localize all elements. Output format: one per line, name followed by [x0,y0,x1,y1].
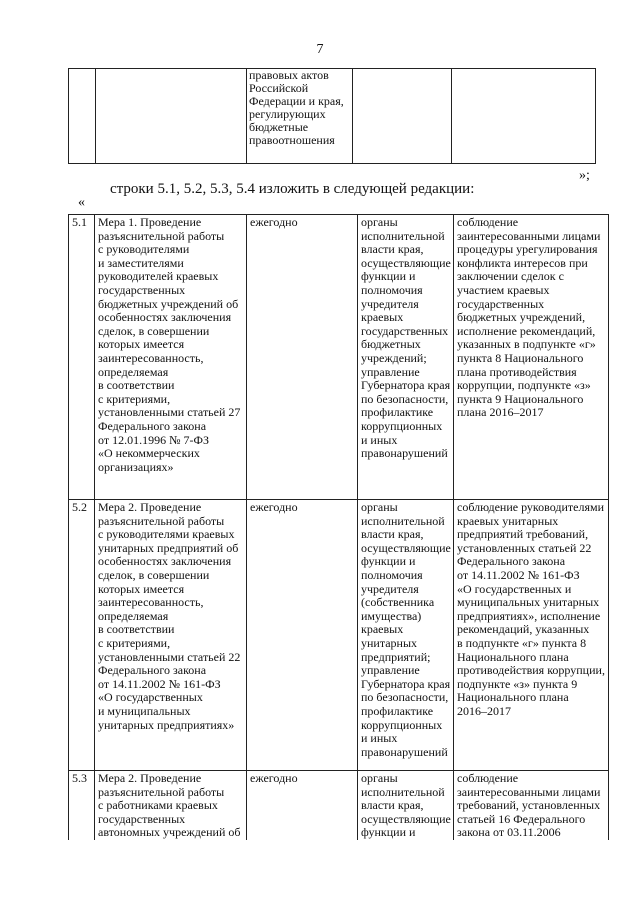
page-number: 7 [316,42,324,57]
cont-cell-num [69,69,96,164]
term-cell: ежегодно [247,215,358,500]
cont-cell-result [452,69,596,164]
result-cell: соблюдение заинтересованными лицами процедуры урегулирования конфликта интересов при заключении сделок с участием краевых государственных бюджетных учреждений, исполнение рекомендаций, указанных в подпункте «г» пункта 8 Национального плана противодействия коррупции, подпункте «з» пункта 9 Национального плана 2016–2017 [454,215,609,500]
term-cell: ежегодно [247,771,358,840]
table-row [69,771,609,840]
executors-cell: органы исполнительной власти края, осуществляющие функции и [358,771,454,840]
result-cell: соблюдение заинтересованными лицами требований, установленных статьей 16 Федерального закона от 03.11.2006 [454,771,609,840]
continuation-table [68,68,596,164]
row-number: 5.2 [69,500,95,771]
row-number: 5.3 [69,771,95,840]
cont-legal-acts-text: правовых актов Российской Федерации и края, регулирующих бюджетные правоотношения [249,68,344,147]
table-row [69,500,609,771]
table-row [69,215,609,500]
measure-cell: Мера 1. Проведение разъяснительной работы с руководителями и заместителями руководителей краевых государственных бюджетных учреждений об особенностях заключения сделок, в совершении которых имеется заинтересованность, определяемая в соответствии с критериями, установленными статьей 27 Федерального закона от 12.01.1996 № 7-ФЗ «О некоммерческих организациях» [95,215,247,500]
row-number: 5.1 [69,215,95,500]
result-cell: соблюдение руководителями краевых унитарных предприятий требований, установленных статьей 22 Федерального закона от 14.11.2002 № 161-ФЗ «О государственных и муниципальных унитарных предприятиях», исполнение рекомендаций, указанных в подпункте «г» пункта 8 Национального плана противодействия коррупции, подпункте «з» пункта 9 Национального плана 2016–2017 [454,500,609,771]
executors-cell: органы исполнительной власти края, осуществляющие функции и полномочия учредителя (собственника имущества) краевых унитарных предприятий; управление Губернатора края по безопасности, профилактике коррупционных и иных правонарушений [358,500,454,771]
measure-cell: Мера 2. Проведение разъяснительной работы с руководителями краевых унитарных предприятий об особенностях заключения сделок, в совершении которых имеется заинтересованность, определяемая в соответствии с критериями, установленными статьей 22 Федерального закона от 14.11.2002 № 161-ФЗ «О государственных и муниципальных унитарных предприятиях» [95,500,247,771]
opening-quote: « [78,195,85,210]
measure-cell: Мера 2. Проведение разъяснительной работы с работниками краевых государственных автономных учреждений об [95,771,247,840]
amendment-heading: строки 5.1, 5.2, 5.3, 5.4 изложить в следующей редакции: [110,181,475,197]
measures-table [68,214,609,840]
term-cell: ежегодно [247,500,358,771]
cont-cell-legal-acts [247,69,353,164]
executors-cell: органы исполнительной власти края, осуществляющие функции и полномочия учредителя краевых государственных бюджетных учреждений; управление Губернатора края по безопасности, профилактике коррупционных и иных правонарушений [358,215,454,500]
closing-quote: »; [579,168,590,183]
cont-cell-measure [96,69,247,164]
cont-cell-executors [353,69,452,164]
